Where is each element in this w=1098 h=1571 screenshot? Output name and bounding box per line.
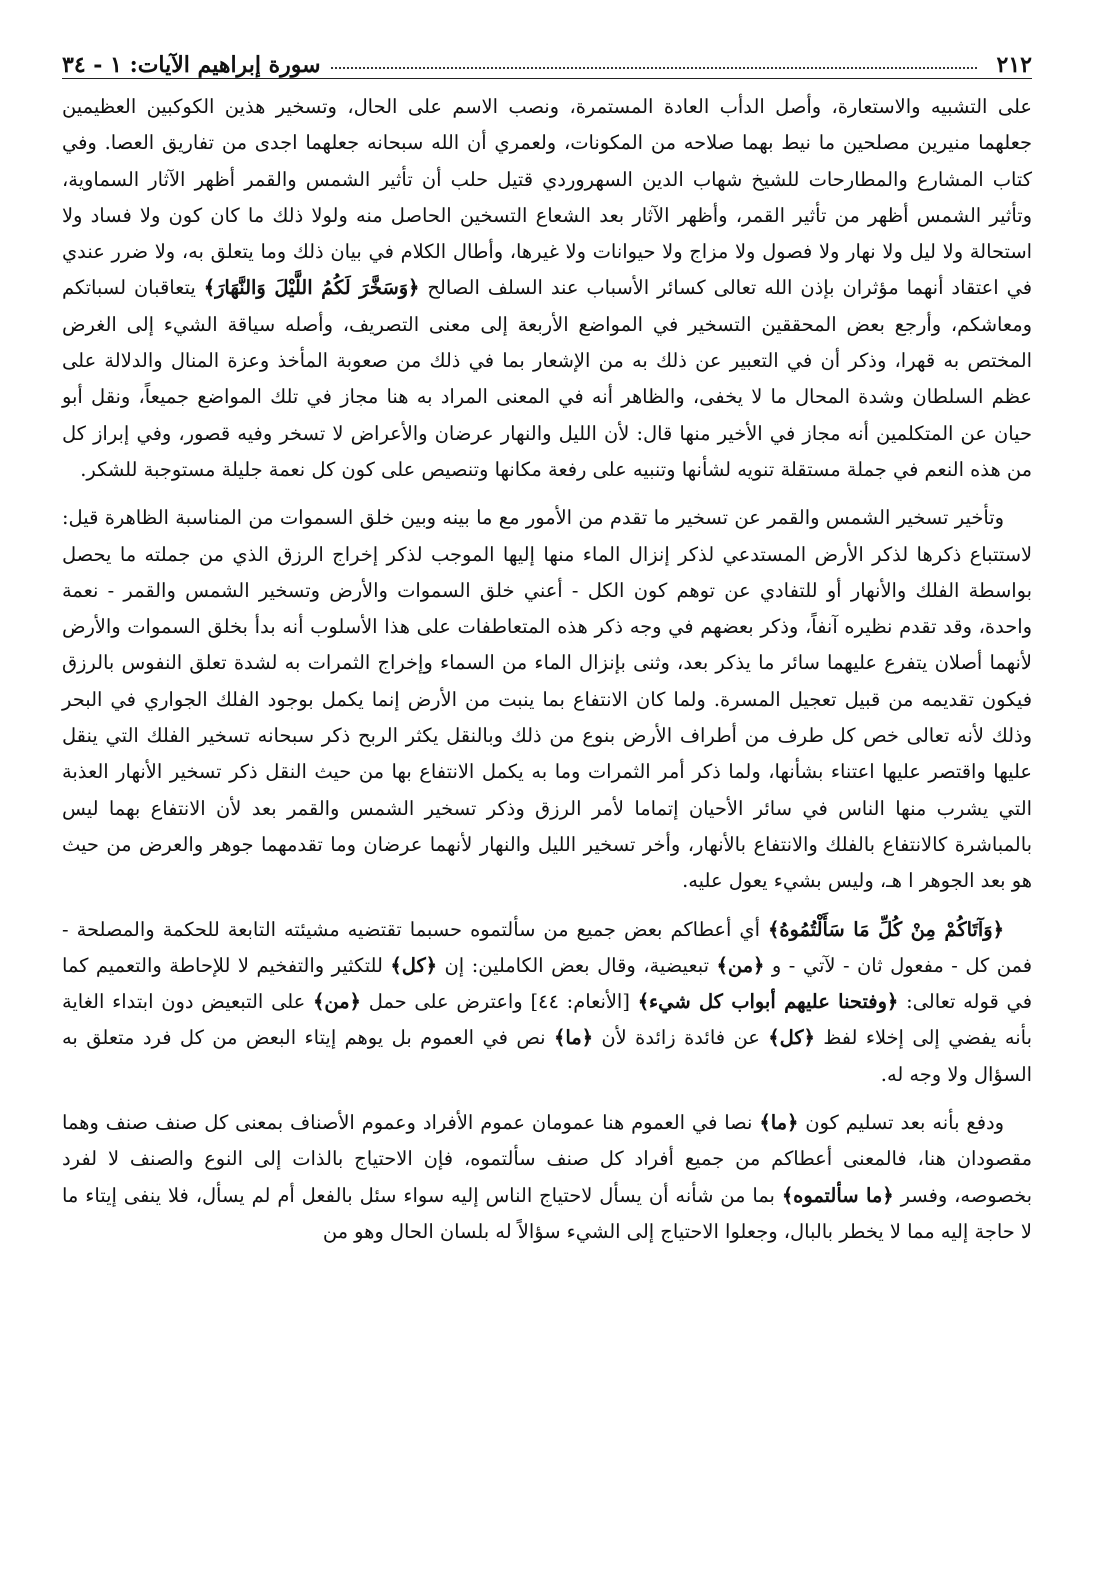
- paragraph-text: بما من شأنه أن يسأل لاحتياج الناس إليه سواء سئل بالفعل أم لم يسأل، فلا ينفى إيتاء ما لا حاجة إليه مما لا يخطر بالبال، وجعلوا الاحتياج إلى الشيء سؤالاً له بلسان الحال وهو من: [62, 1183, 1032, 1243]
- page-header: [62, 30, 1032, 79]
- paragraph: [62, 500, 1032, 899]
- paragraph-text: ودفع بأنه بعد تسليم كون: [798, 1111, 1004, 1135]
- paragraph-text: [الأنعام: ٤٤] واعترض على حمل: [360, 990, 638, 1014]
- paragraph-text: وتأخير تسخير الشمس والقمر عن تسخير ما تقدم من الأمور مع ما بينه وبين خلق السموات من المناسبة الظاهرة قيل: لاستتباع ذكرها لذكر الأرض المستدعي لذكر إنزال الماء منها إليها الموجب لذكر إخراج الرزق الذي من جملته ما يحصل بواسطة الفلك والأنهار أو للتفادي عن توهم كون الكل - أعني خلق السموات والأرض وتسخير الشمس والقمر - نعمة واحدة، وقد تقدم نظيره آنفاً، وذكر بعضهم في وجه ذكر هذه المتعاطفات على هذا الأسلوب أنه بدأ بخلق السموات والأرض لأنهما أصلان يتفرع عليهما سائر ما يذكر بعد، وثنى بإنزال الماء من السماء وإخراج الثمرات به لشدة تعلق النفوس بالرزق فيكون تقديمه من قبيل تعجيل المسرة. ولما كان الانتفاع بما ينبت من الأرض إنما يكمل بوجود الفلك الجواري في البحر وذلك لأنه تعالى خص كل طرف من أطراف الأرض بنوع من ذلك وبالنقل يكثر الربح ذكر سبحانه تسخير الفلك التي ينقل عليها واقتصر عليها اعتناء بشأنها، ولما ذكر أمر الثمرات وما به يكمل الانتفاع بها من حيث النقل ذكر تسخير الأنهار العذبة التي يشرب منها الناس في سائر الأحيان إتماما لأمر الرزق وذكر تسخير الشمس والقمر بعد لأن الانتفاع بهما ليس بالمباشرة كالانتفاع بالفلك والانتفاع بالأنهار، وأخر تسخير الليل والنهار لأنهما عرضان وما تقدمهما جوهر والعرض من حيث هو بعد الجوهر ا هـ، وليس بشيء يعول عليه.: [62, 506, 1032, 893]
- quran-quote: ﴿كل﴾: [390, 953, 438, 977]
- quran-quote: ﴿ما سألتموه﴾: [781, 1183, 894, 1207]
- paragraph-text: عن فائدة زائدة لأن: [592, 1026, 769, 1050]
- paragraph-text: يتعاقبان لسباتكم ومعاشكم، وأرجع بعض المحققين التسخير في المواضع الأربعة إلى معنى التصريف، وأصله سياقة الشيء إلى الغرض المختص به قهرا، وذكر أن في التعبير عن ذلك به من الإشعار بما في ذلك من صعوبة المأخذ وعزة المنال والدلالة على عظم السلطان وشدة المحال ما لا يخفى، والظاهر أنه في المعنى المراد به هنا مجاز في تلك المواضع جميعاً، ونقل أبو حيان عن المتكلمين أنه مجاز في الأخير منها قال: لأن الليل والنهار عرضان والأعراض لا تسخر وفيه قصور، وفي إبراز كل من هذه النعم في جملة مستقلة تنويه لشأنها وتنبيه على رفعة مكانها وتنصيص على كون كل نعمة جليلة مستوجبة للشكر.: [62, 276, 1032, 481]
- quran-quote: ﴿من﴾: [716, 953, 765, 977]
- quran-quote: ﴿ما﴾: [759, 1111, 799, 1135]
- paragraph-text: على التبعيض دون ابتداء الغاية بأنه يفضي إلى إخلاء لفظ: [62, 990, 1032, 1050]
- page-body: [62, 89, 1032, 1250]
- paragraph: [62, 89, 1032, 488]
- paragraph-text: نص في العموم بل يوهم إيتاء البعض من كل فرد متعلق به السؤال ولا وجه له.: [62, 1026, 1032, 1086]
- surah-title: سورة إبراهيم الآيات: ١ - ٣٤: [62, 52, 321, 78]
- paragraph-text: للتكثير والتفخيم لا للإحاطة والتعميم كما في قوله تعالى:: [62, 953, 1032, 1014]
- header-dotted-leader: [331, 67, 977, 69]
- paragraph: [62, 912, 1032, 1093]
- quran-quote: ﴿وَسَخَّرَ لَكُمُ اللَّيْلَ وَالنَّهَارَ﴾: [203, 276, 420, 300]
- quran-quote: ﴿من﴾: [313, 990, 361, 1014]
- quran-quote: ﴿وفتحنا عليهم أبواب كل شيء﴾: [637, 990, 899, 1014]
- paragraph-text: أي أعطاكم بعض جميع من سألتموه حسبما تقتضيه مشيئته التابعة للحكمة والمصلحة - فمن كل - مفعول ثان - لآتي - و: [62, 917, 1033, 977]
- page-number: ٢١٢: [996, 52, 1032, 78]
- quran-quote: ﴿كل﴾: [768, 1026, 815, 1050]
- paragraph-text: نصا في العموم هنا عمومان عموم الأفراد وعموم الأصناف بمعنى كل صنف صنف وهما مقصودان هنا، فالمعنى أعطاكم من جميع أفراد كل صنف سألتموه، فإن الاحتياج بالذات إلى النوع والصنف لا لفرد بخصوصه، وفسر: [62, 1111, 1033, 1207]
- paragraph-text: على التشبيه والاستعارة، وأصل الدأب العادة المستمرة، ونصب الاسم على الحال، وتسخير هذين الكوكبين العظيمين جعلهما منيرين مصلحين ما نيط بهما صلاحه من المكونات، ولعمري أن الله سبحانه جعلهما اجدى من تفاريق العصا. وفي كتاب المشارع والمطارحات للشيخ شهاب الدين السهروردي قتيل حلب أن تأثير الشمس والقمر أظهر الآثار السماوية، وتأثير الشمس أظهر من تأثير القمر، وأظهر الآثار بعد الشعاع التسخين الحاصل منه ولولا ذلك ما كان كون ولا فساد ولا استحالة ولا ليل ولا نهار ولا فصول ولا مزاج ولا حيوانات ولا غيرها، وأطال الكلام في بيان ذلك وما يتعلق به، ولا ضرر عندي في اعتقاد أنهما مؤثران بإذن الله تعالى كسائر الأسباب عند السلف الصالح: [62, 95, 1032, 300]
- quran-quote: ﴿ما﴾: [553, 1026, 593, 1050]
- quran-quote: ﴿وَآتَاكُمْ مِنْ كُلِّ مَا سَأَلْتُمُوهُ﴾: [767, 917, 1004, 941]
- paragraph-text: تبعيضية، وقال بعض الكاملين: إن: [437, 953, 717, 977]
- paragraph: [62, 1105, 1032, 1250]
